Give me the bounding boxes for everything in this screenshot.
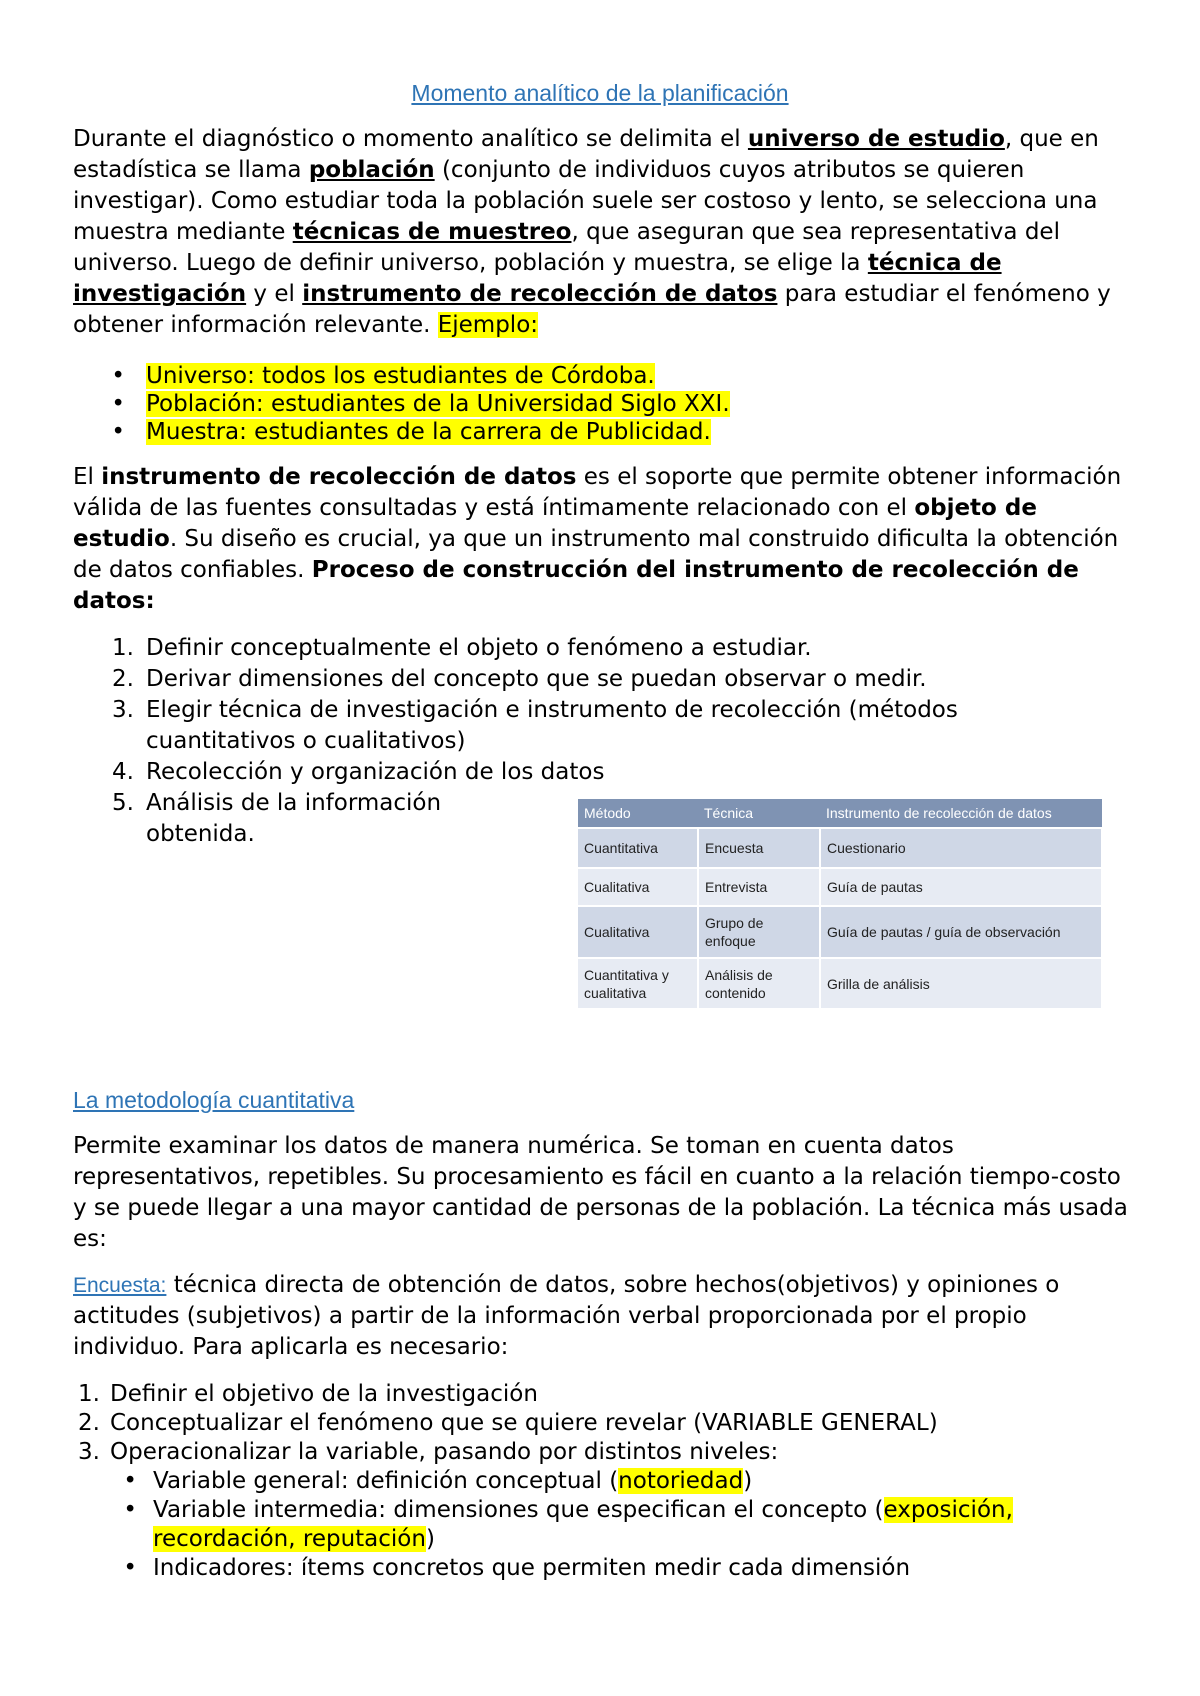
paragraph-quantitative: Permite examinar los datos de manera numérica. Se toman en cuenta datos representativos, repetibles. Su procesamiento es fácil en cuanto a la relación tiempo-costo y se puede llegar a una mayor cantidad de personas de la población. La técnica más usada es: <box>73 1133 1128 1252</box>
list-item: 3. Operacionalizar la variable, pasando por distintos niveles: <box>78 1439 779 1465</box>
list-item: 5. Análisis de la información <box>112 790 442 816</box>
list-item-continued: recordación, reputación) <box>153 1526 435 1552</box>
list-item: 1. Definir el objetivo de la investigación <box>78 1381 538 1407</box>
term-universe: universo de estudio <box>747 126 1005 152</box>
methods-table <box>578 799 1103 1008</box>
column-header: Instrumento de recolección de datos <box>820 799 1102 828</box>
list-item: 1. Definir conceptualmente el objeto o fenómeno a estudiar. <box>112 635 812 661</box>
column-header: Técnica <box>698 799 820 828</box>
bullet-icon: • <box>111 363 125 389</box>
bullet-icon: • <box>123 1497 137 1523</box>
term-instrument: instrumento de recolección de datos <box>302 281 778 307</box>
list-item: • Población: estudiantes de la Universidad Siglo XXI. <box>146 389 730 420</box>
term-object: objeto de estudio <box>73 495 1037 552</box>
text: para estudiar el fenómeno y obtener información relevante. <box>73 281 1111 338</box>
term-technique: técnica de investigación <box>73 250 1002 307</box>
text: y el <box>246 281 303 307</box>
list-item: • Muestra: estudiantes de la carrera de Publicidad. <box>146 417 711 448</box>
list-item: • Variable general: definición conceptual (notoriedad) <box>153 1466 752 1497</box>
text: Durante el diagnóstico o momento analítico se delimita el <box>73 126 748 152</box>
term-process: Proceso de construcción del instrumento de recolección de datos: <box>73 557 1079 614</box>
paragraph-instrument: El instrumento de recolección de datos es el soporte que permite obtener información válida de las fuentes consultadas y está íntimamente relacionado con el objeto de estudio. Su diseño es crucial, ya que un instrumento mal construido dificulta la obtención de datos confiables. Proceso de construcción del instrumento de recolección de datos: <box>73 464 1122 614</box>
text: (conjunto de individuos cuyos atributos se quieren investigar). Como estudiar toda la población suele ser costoso y lento, se selecciona una muestra mediante <box>73 157 1098 245</box>
bullet-icon: • <box>123 1468 137 1494</box>
list-item: 3. Elegir técnica de investigación e instrumento de recolección (métodos <box>112 697 958 723</box>
term-sampling: técnicas de muestreo <box>292 219 572 245</box>
survey-link[interactable]: Encuesta: <box>73 1274 167 1297</box>
bullet-icon: • <box>123 1555 137 1581</box>
section-heading-analytic: Momento analítico de la planificación <box>411 80 789 106</box>
list-item: 2. Derivar dimensiones del concepto que se puedan observar o medir. <box>112 666 927 692</box>
table-row: Cuantitativa y cualitativa Análisis de contenido Grilla de análisis <box>578 958 1102 1008</box>
column-header: Método <box>578 799 698 828</box>
text: , que aseguran que sea representativa del universo. Luego de definir universo, población y muestra, se elige la <box>73 219 1060 276</box>
term-population: población <box>308 157 435 183</box>
list-item: 2. Conceptualizar el fenómeno que se quiere revelar (VARIABLE GENERAL) <box>78 1410 938 1436</box>
example-label: Ejemplo: <box>437 312 539 338</box>
paragraph-survey: Encuesta: técnica directa de obtención de datos, sobre hechos(objetivos) y opiniones o actitudes (subjetivos) a partir de la información verbal proporcionada por el propio individuo. Para aplicarla es necesario: <box>73 1272 1060 1360</box>
table-row: Cuantitativa Encuesta Cuestionario <box>578 828 1102 868</box>
term-instrument: instrumento de recolección de datos <box>101 464 577 490</box>
list-item-continued: obtenida. <box>146 821 255 847</box>
table-header-row <box>578 799 1102 828</box>
list-item-continued: cuantitativos o cualitativos) <box>146 728 466 754</box>
list-item: • Universo: todos los estudiantes de Córdoba. <box>146 361 655 392</box>
list-item: 4. Recolección y organización de los datos <box>112 759 605 785</box>
text: , que en estadística se llama <box>73 126 1099 183</box>
table-row: Cualitativa Entrevista Guía de pautas <box>578 868 1102 906</box>
bullet-icon: • <box>111 391 125 417</box>
list-item: • Variable intermedia: dimensiones que especifican el concepto (exposición, <box>153 1495 1013 1526</box>
bullet-icon: • <box>111 419 125 445</box>
section-heading-quantitative: La metodología cuantitativa <box>73 1087 355 1113</box>
table-row: Cualitativa Grupo de enfoque Guía de pautas / guía de observación <box>578 906 1102 958</box>
paragraph-universe <box>73 124 1133 341</box>
list-item: • Indicadores: ítems concretos que permiten medir cada dimensión <box>153 1553 910 1584</box>
